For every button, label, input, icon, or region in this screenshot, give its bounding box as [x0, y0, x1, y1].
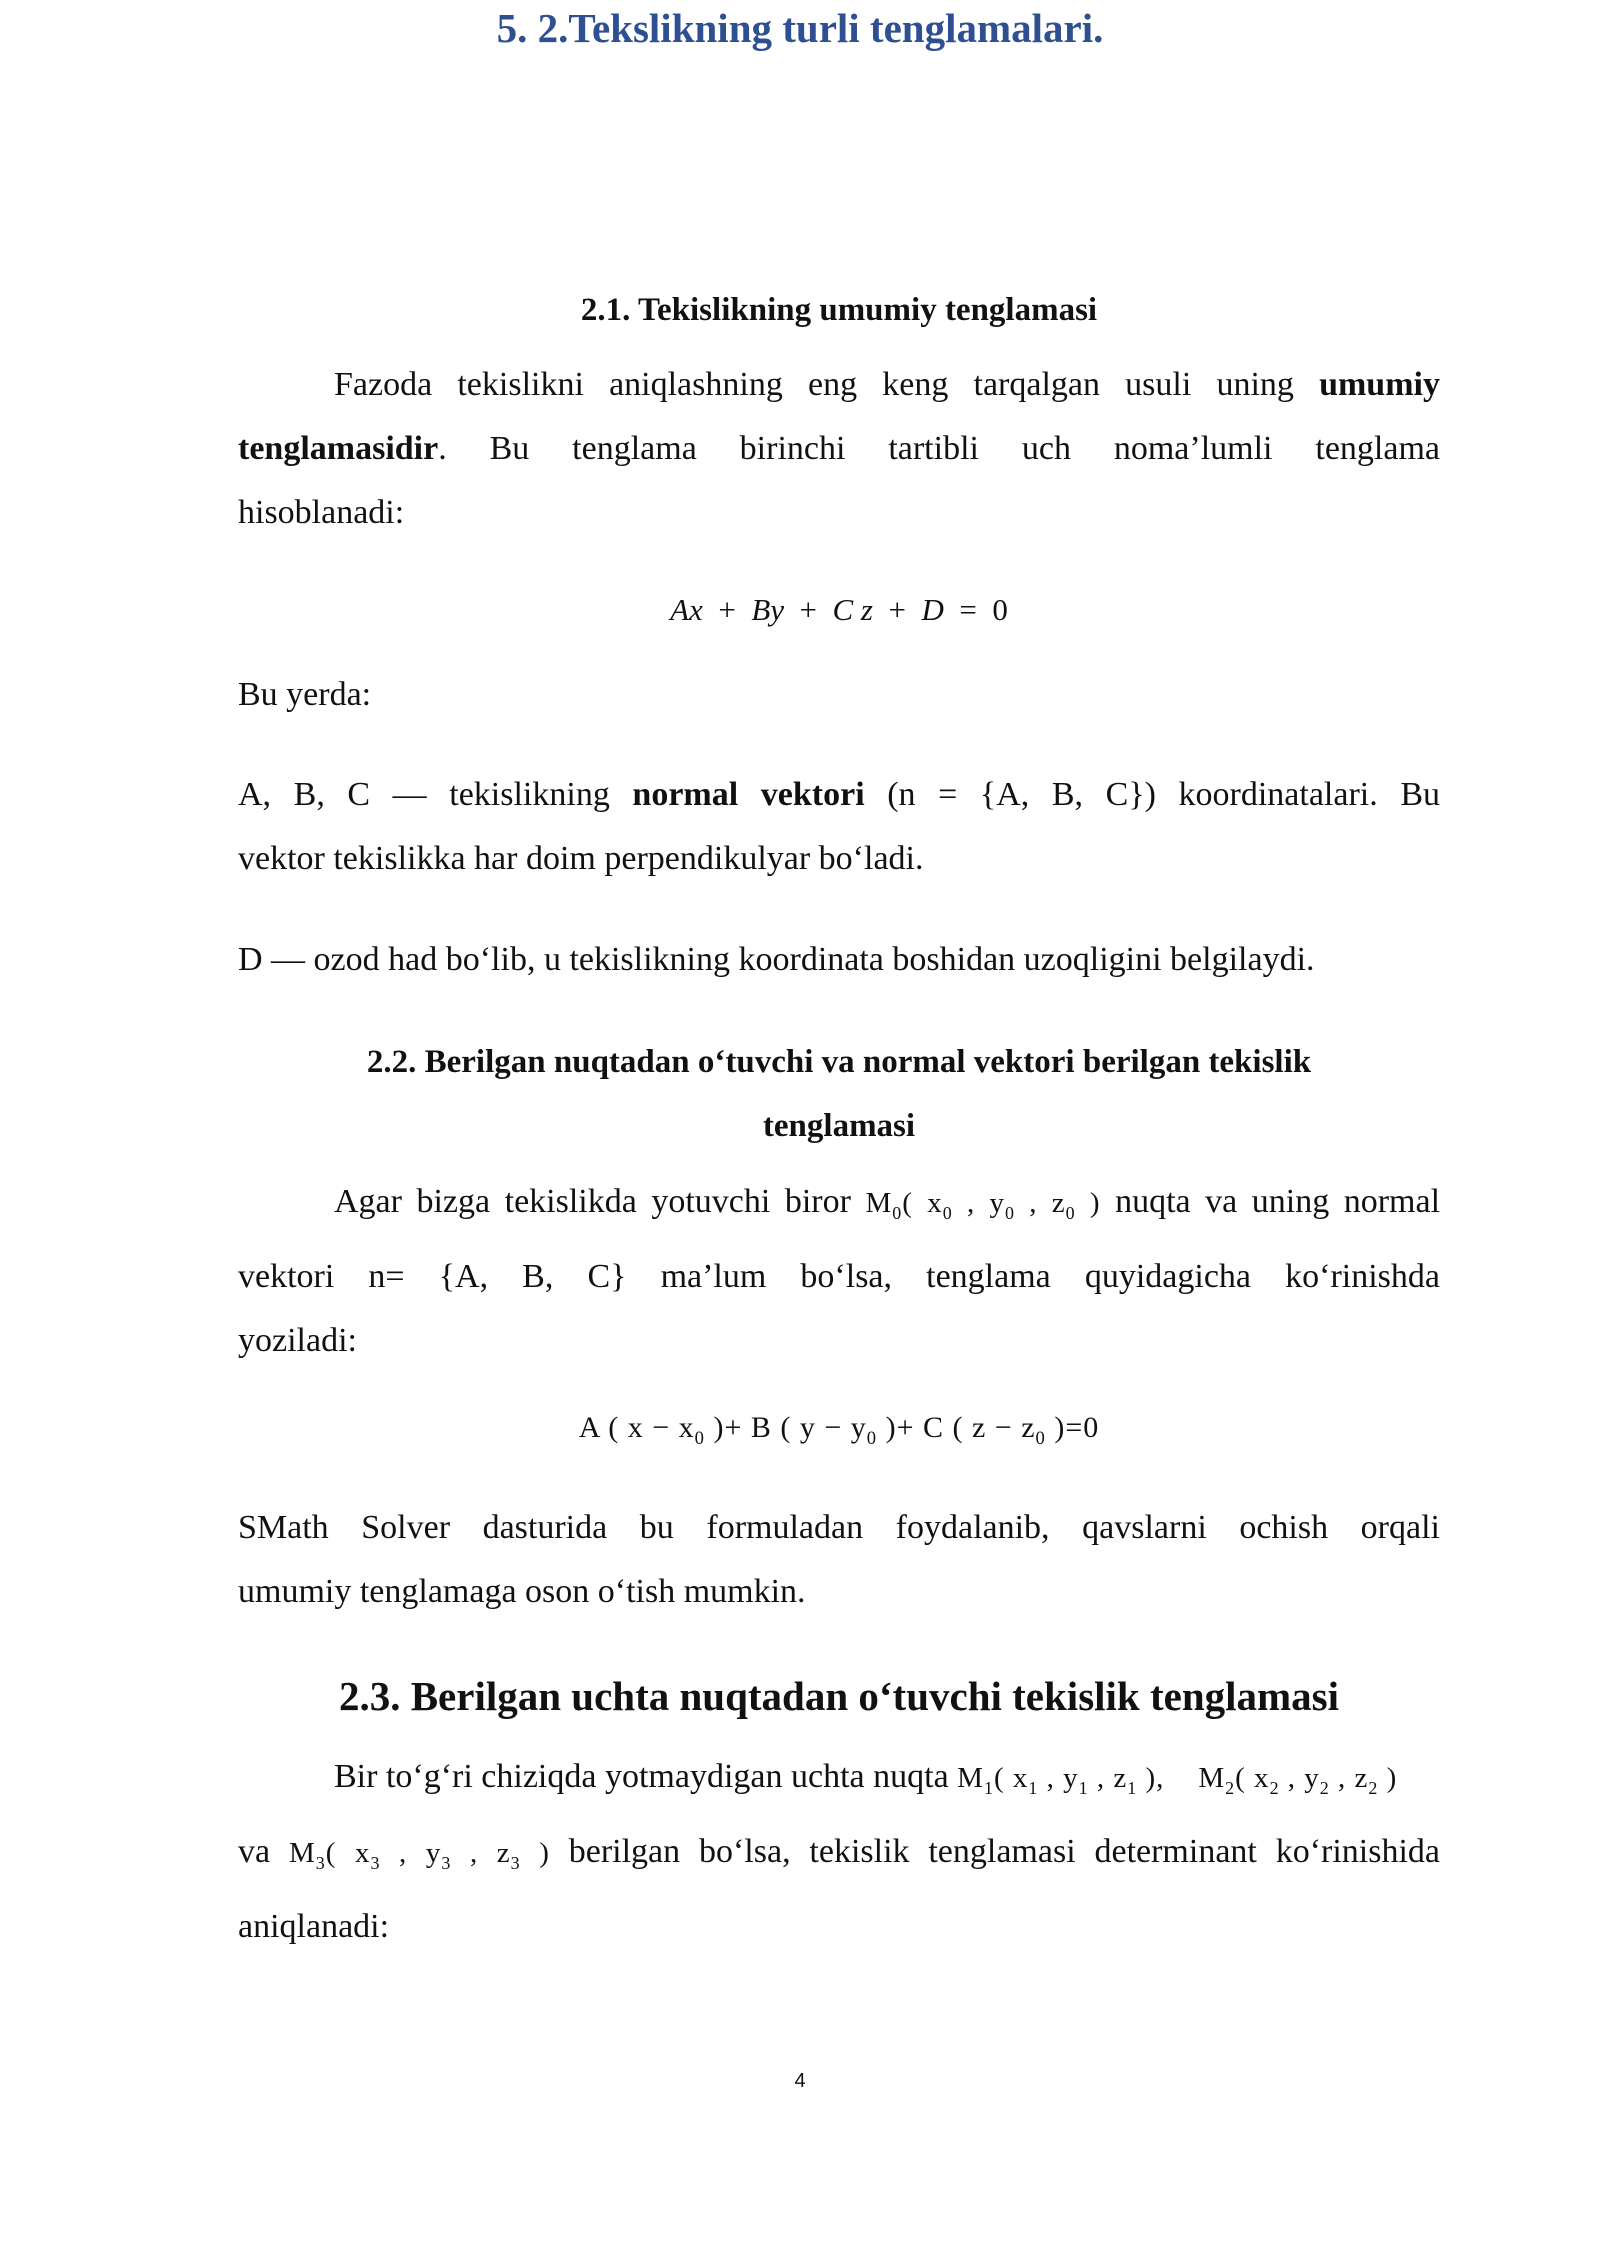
- eq-term-cz: C z: [832, 592, 873, 627]
- eq-term-d: D: [921, 592, 944, 627]
- text-run: Bir to‘g‘ri chiziqda yotmaydigan uchta nuqta: [334, 1758, 949, 1795]
- text-run: nuqta va uning normal: [1115, 1183, 1441, 1220]
- eq-equals: =: [959, 592, 977, 627]
- paragraph-line-2: vektor tekislikka har doim perpendikulyar bo‘ladi.: [238, 840, 924, 877]
- paragraph-line-1: [238, 763, 1440, 827]
- point-m2: $M_2$( $x_2$ , $y_2$ , $z_2$ ): [1198, 1762, 1398, 1798]
- paragraph-line-3: aniqlanadi:: [238, 1907, 390, 1945]
- paragraph-line-1: [238, 353, 1440, 417]
- paragraph-line-2: umumiy tenglamaga oson o‘tish mumkin.: [238, 1573, 806, 1610]
- paragraph-general-equation: [238, 353, 1440, 545]
- paragraph-smath: [238, 1496, 1440, 1624]
- heading-line-1: 2.2. Berilgan nuqtadan o‘tuvchi va normal vektori berilgan tekislik: [366, 1044, 1312, 1080]
- section-heading-2-2: [238, 1030, 1440, 1158]
- text-run: Agar bizga tekislikda yotuvchi biror: [334, 1183, 851, 1220]
- text-run: (n = {A, B, C}) koordinatalari. Bu: [887, 776, 1441, 813]
- paragraph-point-normal: [238, 1170, 1440, 1373]
- eq-plus: +: [799, 592, 817, 627]
- point-m0: $M_0$( $x_0$ , $y_0$ , $z_0$ ): [865, 1187, 1101, 1223]
- section-heading-2-1: 2.1. Tekislikning umumiy tenglamasi: [580, 292, 1098, 328]
- bold-term-normal-vektori: normal vektori: [632, 776, 865, 813]
- eq-plus: +: [718, 592, 736, 627]
- paragraph-normal-vector: [238, 763, 1440, 891]
- page-number: 4: [794, 2070, 806, 2092]
- general-equation: [238, 582, 1440, 638]
- point-m1: $M_1$( $x_1$ , $y_1$ , $z_1$ ),: [957, 1762, 1165, 1798]
- section-heading-2-3: 2.3. Berilgan uchta nuqtadan o‘tuvchi tekislik tenglamasi: [338, 1673, 1340, 1719]
- paragraph-line-2: [238, 1820, 1440, 1895]
- text-run: berilgan bo‘lsa, tekislik tenglamasi determinant ko‘rinishida: [568, 1832, 1441, 1870]
- point-normal-equation: A ( $x - x_0$ )+ B ( $y - y_0$ )+ C ( $z - z_0$ )=0: [578, 1411, 1100, 1449]
- eq-term-by: By: [751, 592, 785, 627]
- text-run: Fazoda tekislikni aniqlashning eng keng tarqalgan usuli uning: [334, 366, 1294, 403]
- paragraph-line-3: hisoblanadi:: [238, 494, 405, 531]
- paragraph-line-2: vektori n= {A, B, C} ma’lum bo‘lsa, tenglama quyidagicha ko‘rinishda: [238, 1257, 1440, 1295]
- bold-term-umumiy: umumiy: [1319, 366, 1440, 403]
- paragraph-line-1: [238, 1745, 1440, 1820]
- paragraph-line-3: yoziladi:: [238, 1321, 357, 1359]
- heading-line-2: tenglamasi: [762, 1108, 916, 1144]
- paragraph-line-1: [238, 1170, 1440, 1245]
- text-run: A, B, C — tekislikning: [238, 776, 610, 813]
- text-run: . Bu tenglama birinchi tartibli uch noma’lumli tenglama: [438, 430, 1440, 467]
- document-title: 5. 2.Tekslikning turli tenglamalari.: [496, 5, 1104, 51]
- paragraph-line-2: [238, 417, 1440, 481]
- eq-term-ax: Ax: [670, 592, 703, 627]
- paragraph-d-term: D — ozod had bo‘lib, u tekislikning koordinata boshidan uzoqligini belgilaydi.: [238, 941, 1315, 978]
- eq-plus: +: [888, 592, 906, 627]
- paragraph-line-1: SMath Solver dasturida bu formuladan foydalanib, qavslarni ochish orqali: [238, 1509, 1440, 1546]
- eq-zero: 0: [992, 592, 1008, 627]
- text-run: va: [238, 1832, 271, 1870]
- bu-yerda-label: Bu yerda:: [238, 676, 372, 713]
- point-m3: $M_3$( $x_3$ , $y_3$ , $z_3$ ): [288, 1836, 550, 1873]
- paragraph-three-points: [238, 1745, 1440, 1959]
- bold-term-tenglamasidir: tenglamasidir: [238, 430, 439, 467]
